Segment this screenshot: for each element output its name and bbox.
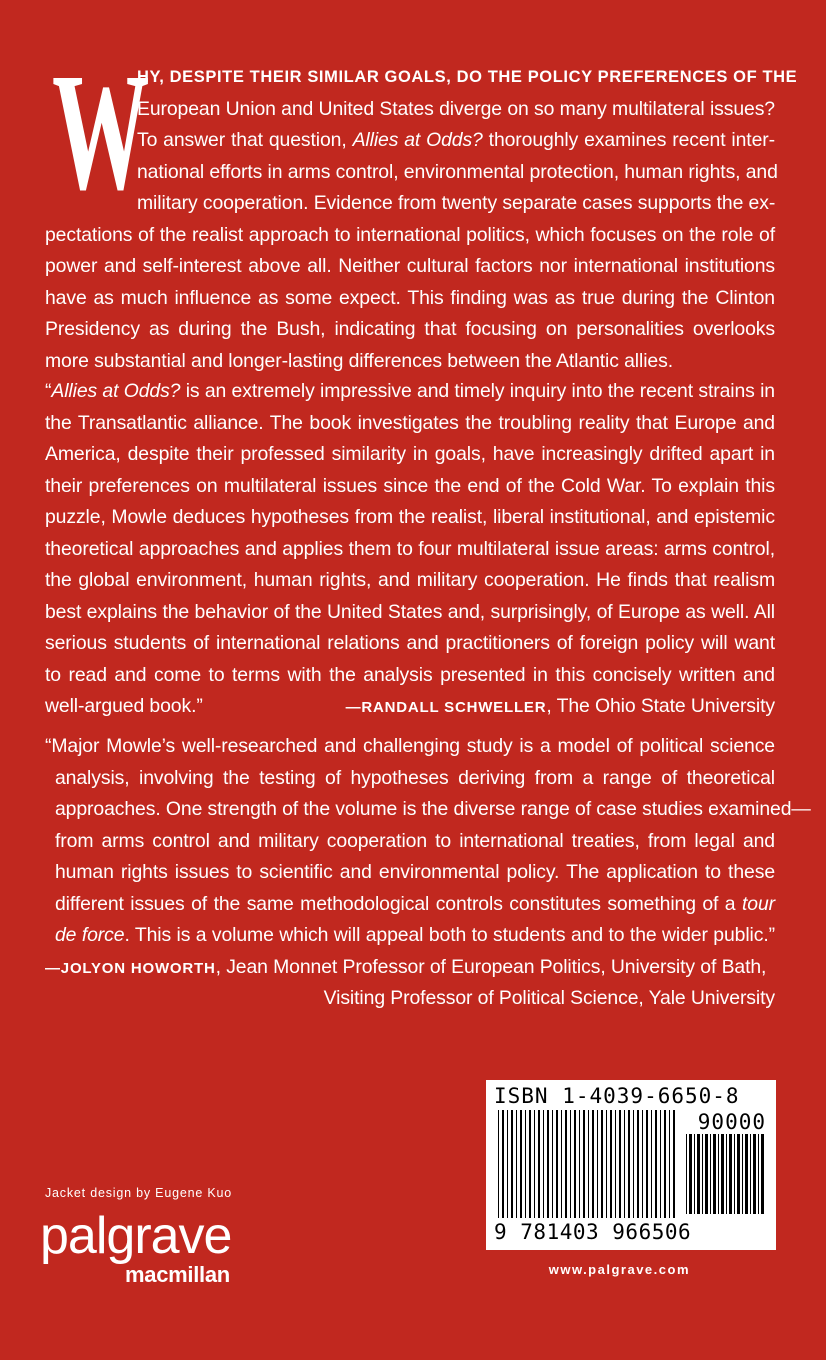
barcode-bar [729,1134,732,1214]
barcode-bar [606,1110,607,1218]
barcode-bar [511,1110,513,1218]
intro-line: have as much influence as some expect. This finding was as true during the Clinton [45,286,775,309]
barcode-bar [507,1110,508,1218]
barcode-bar [561,1110,562,1218]
attribution-howorth: —JOLYON HOWORTH, Jean Monnet Professor of European Politics, University of Bath, [45,955,767,978]
barcode-bar [669,1110,670,1218]
barcode-bar [710,1134,711,1214]
barcode-bar [556,1110,558,1218]
barcode-bar [660,1110,661,1218]
attribution-schweller: —RANDALL SCHWELLER, The Ohio State University [345,695,775,717]
barcode-bar [713,1134,716,1214]
barcode-bar [664,1110,666,1218]
publisher-url[interactable]: www.palgrave.com [548,1262,690,1277]
price-bars [686,1134,764,1214]
quote-line: from arms control and military cooperation to international treaties, from legal and [55,829,775,852]
isbn-number: ISBN 1-4039-6650-8 [494,1084,740,1108]
barcode-bar [565,1110,567,1218]
intro-paragraph [45,39,798,377]
intro-line: European Union and United States diverge on so many multilateral issues? [137,97,775,120]
barcode-bar [758,1134,759,1214]
barcode-bar [529,1110,531,1218]
quote-line: theoretical approaches and applies them to four multilateral issue areas: arms control, [45,537,775,560]
barcode-bar [619,1110,621,1218]
quote-line: their preferences on multilateral issues since the end of the Cold War. To explain this [45,474,775,497]
barcode-bar [624,1110,625,1218]
barcode-bar [516,1110,517,1218]
intro-line: national efforts in arms control, environmental protection, human rights, and [137,160,778,183]
ean-bars [498,1110,678,1218]
barcode-bar [628,1110,630,1218]
quote-line: de force. This is a volume which will appeal both to students and to the wider public.” [55,924,775,946]
palgrave-logo: palgrave [40,1207,232,1265]
intro-line: To answer that question, Allies at Odds? thoroughly examines recent inter- [137,129,775,151]
price-code: 90000 [697,1110,766,1134]
ean-number: 9 781403 966506 [494,1220,692,1244]
barcode-bar [750,1134,751,1214]
barcode-bar [579,1110,580,1218]
barcode-bar [686,1134,687,1214]
barcode-bar [601,1110,603,1218]
intro-line: military cooperation. Evidence from twenty separate cases supports the ex- [137,192,776,214]
intro-line: power and self-interest above all. Neither cultural factors nor international institutions [45,255,775,277]
barcode-bar [705,1134,708,1214]
barcode-bar [753,1134,756,1214]
barcode-bar [721,1134,724,1214]
barcode-bar [538,1110,540,1218]
barcode-bar [520,1110,522,1218]
barcode-bar [615,1110,616,1218]
isbn-barcode [486,1080,776,1250]
quote-line: serious students of international relations and practitioners of foreign policy will want [45,632,775,654]
attribution-howorth-line2: Visiting Professor of Political Science, Yale University [323,987,775,1009]
barcode-bar [726,1134,727,1214]
intro-line: HY, DESPITE THEIR SIMILAR GOALS, DO THE POLICY PREFERENCES OF THE [137,68,798,86]
barcode-bar [702,1134,703,1214]
intro-line: Presidency as during the Bush, indicating that focusing on personalities overlooks [45,318,775,340]
barcode-bar [534,1110,535,1218]
barcode-bar [737,1134,740,1214]
barcode-bar [610,1110,612,1218]
barcode-bar [592,1110,594,1218]
quote-line: human rights issues to scientific and environmental policy. The application to these [55,861,775,883]
barcode-bar [574,1110,576,1218]
barcode-bar [583,1110,585,1218]
macmillan-logo: macmillan [125,1262,230,1287]
quote-line: “Major Mowle’s well-researched and challenging study is a model of political science [45,735,775,757]
barcode-bar [498,1110,499,1218]
blurb-howorth [45,731,811,1015]
quote-line: approaches. One strength of the volume is the diverse range of case studies examined— [55,798,811,820]
book-title: Allies at Odds? [352,129,483,151]
barcode-bar [646,1110,648,1218]
barcode-bar [651,1110,652,1218]
barcode-bar [742,1134,743,1214]
quote-line: America, despite their professed similarity in goals, have increasingly drifted apart in [45,443,775,465]
quote-line: the global environment, human rights, and military cooperation. He finds that realism [45,569,775,591]
drop-cap: W [52,39,150,225]
barcode-bar [745,1134,748,1214]
jacket-credit: Jacket design by Eugene Kuo [45,1186,232,1200]
intro-line: pectations of the realist approach to international politics, which focuses on the role of [45,223,775,246]
barcode-bar [543,1110,544,1218]
barcode-bar [689,1134,692,1214]
barcode-bar [697,1134,700,1214]
quote-line: best explains the behavior of the United States and, surprisingly, of Europe as well. All [45,600,775,623]
barcode-bar [547,1110,549,1218]
barcode-bar [694,1134,695,1214]
barcode-bar [655,1110,657,1218]
barcode-bar [597,1110,598,1218]
barcode-bar [718,1134,719,1214]
quote-line: puzzle, Mowle deduces hypotheses from the realist, liberal institutional, and epistemic [45,506,775,528]
quote-line: “Allies at Odds? is an extremely impressive and timely inquiry into the recent strains in [45,380,775,402]
barcode-bar [642,1110,643,1218]
barcode-bar [570,1110,571,1218]
quote-line: to read and come to terms with the analysis presented in this concisely written and [45,663,775,686]
quote-line: different issues of the same methodological controls constitutes something of a tour [55,892,775,915]
barcode-bar [552,1110,553,1218]
book-title: Allies at Odds? [51,380,181,402]
quote-line: the Transatlantic alliance. The book investigates the troubling reality that Europe and [45,411,775,434]
blurb-schweller [45,376,775,723]
barcode-bar [637,1110,639,1218]
barcode-bar [588,1110,589,1218]
quote-line: analysis, involving the testing of hypotheses deriving from a range of theoretical [55,766,775,789]
quote-line: well-argued book.” —RANDALL SCHWELLER, The Ohio State University [45,691,775,723]
barcode-bar [633,1110,634,1218]
barcode-bar [525,1110,526,1218]
barcode-bar [734,1134,735,1214]
barcode-bar [761,1134,764,1214]
barcode-bar [502,1110,504,1218]
intro-line: more substantial and longer-lasting differences between the Atlantic allies. [45,349,674,372]
barcode-bar [673,1110,675,1218]
